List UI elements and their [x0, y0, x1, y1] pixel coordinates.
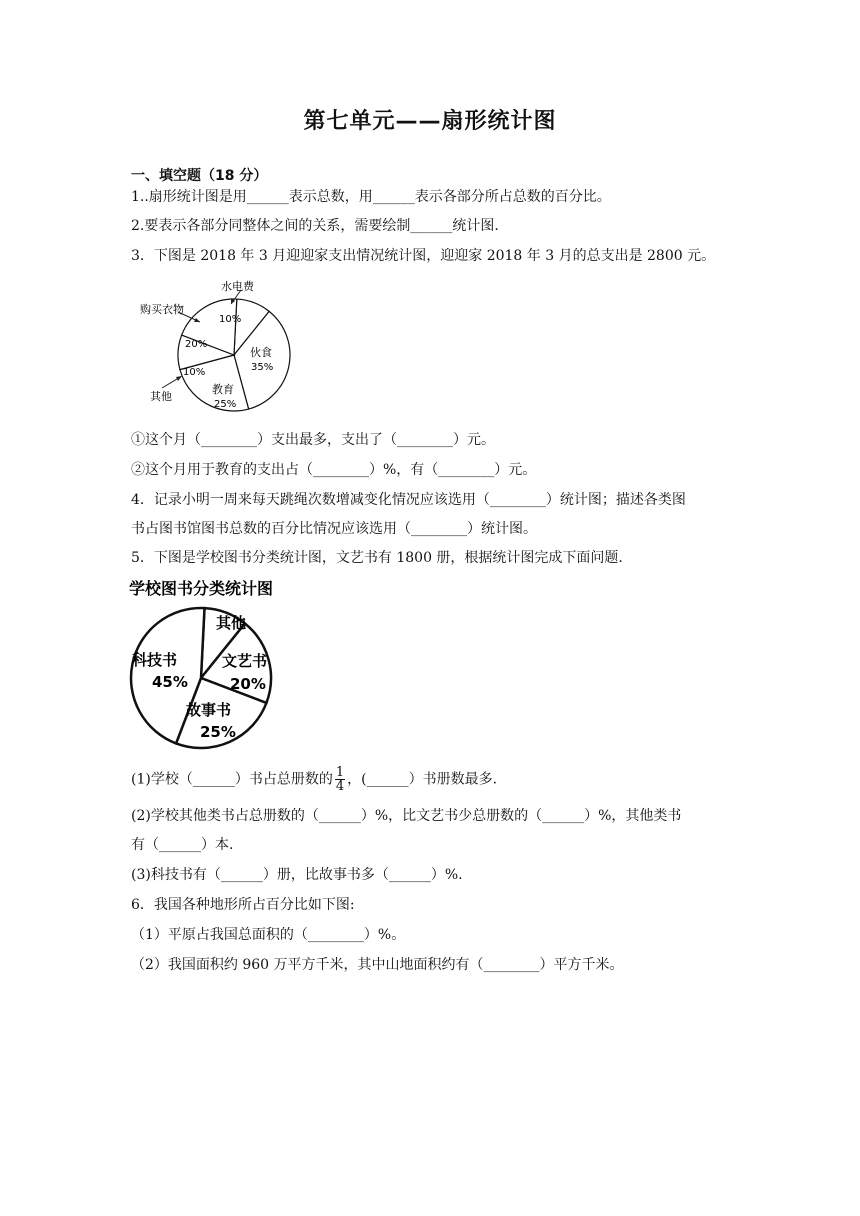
label-literature: 文艺书: [222, 652, 268, 670]
fraction-one-quarter: [335, 766, 345, 793]
question-3-2: ②这个月用于教育的支出占（________）%，有（________）元。: [131, 462, 537, 478]
label-story: 故事书: [186, 701, 232, 719]
label-other-books: 其他: [216, 614, 247, 632]
library-pie-chart: [128, 574, 298, 752]
label-food: 伙食: [250, 346, 272, 359]
question-5-2-line1: (2)学校其他类书占总册数的（______）%，比文艺书少总册数的（______）%，其他类书: [131, 808, 682, 824]
expense-pie-chart: [138, 276, 298, 412]
pct-story: 25%: [200, 723, 236, 741]
pct-clothes: 20%: [185, 339, 208, 350]
question-4-line1: 4．记录小明一周来每天跳绳次数增减变化情况应该选用（________）统计图；描述各类图: [131, 492, 686, 508]
question-6-1: （1）平原占我国总面积的（________）%。: [131, 927, 406, 943]
label-education: 教育: [212, 383, 234, 396]
question-1: 1..扇形统计图是用______表示总数，用______表示各部分所占总数的百分比。: [131, 189, 611, 205]
question-6-2: （2）我国面积约 960 万平方千米，其中山地面积约有（________）平方千米。: [131, 957, 624, 973]
label-science: 科技书: [132, 651, 178, 669]
pct-literature: 20%: [230, 675, 266, 693]
question-5-2-line2: 有（______）本.: [131, 837, 234, 853]
pct-other: 10%: [183, 367, 206, 378]
pct-education: 25%: [214, 399, 237, 410]
fraction-numerator: 1: [335, 765, 345, 780]
label-other: 其他: [150, 390, 172, 403]
label-clothes: 购买衣物: [140, 303, 184, 316]
question-5-1-text-a: (1)学校（______）书占总册数的: [131, 771, 333, 788]
pct-water: 10%: [219, 314, 242, 325]
question-5-3: (3)科技书有（______）册，比故事书多（______）%.: [131, 867, 463, 883]
question-5-1-text-b: ，(______）书册数最多.: [347, 771, 498, 788]
question-5-1: [131, 766, 497, 793]
arrow-head-other: [176, 376, 182, 381]
pct-food: 35%: [251, 362, 274, 373]
pct-science: 45%: [152, 673, 188, 691]
library-chart-title: 学校图书分类统计图: [129, 579, 274, 598]
question-4-line2: 书占图书馆图书总数的百分比情况应该选用（________）统计图。: [131, 521, 537, 537]
question-3: 3．下图是 2018 年 3 月迎迎家支出情况统计图，迎迎家 2018 年 3 月的总支出是 2800 元。: [131, 248, 716, 264]
page-title: 第七单元——扇形统计图: [303, 109, 557, 134]
label-water: 水电费: [221, 280, 254, 293]
question-2: 2.要表示各部分同整体之间的关系，需要绘制______统计图.: [131, 218, 499, 234]
question-5: 5．下图是学校图书分类统计图，文艺书有 1800 册，根据统计图完成下面问题.: [131, 550, 623, 566]
question-6: 6．我国各种地形所占百分比如下图:: [131, 897, 355, 913]
fraction-denominator: 4: [335, 779, 345, 794]
question-3-1: ①这个月（________）支出最多，支出了（________）元。: [131, 432, 495, 448]
section-heading: 一、填空题（18 分）: [131, 168, 268, 184]
